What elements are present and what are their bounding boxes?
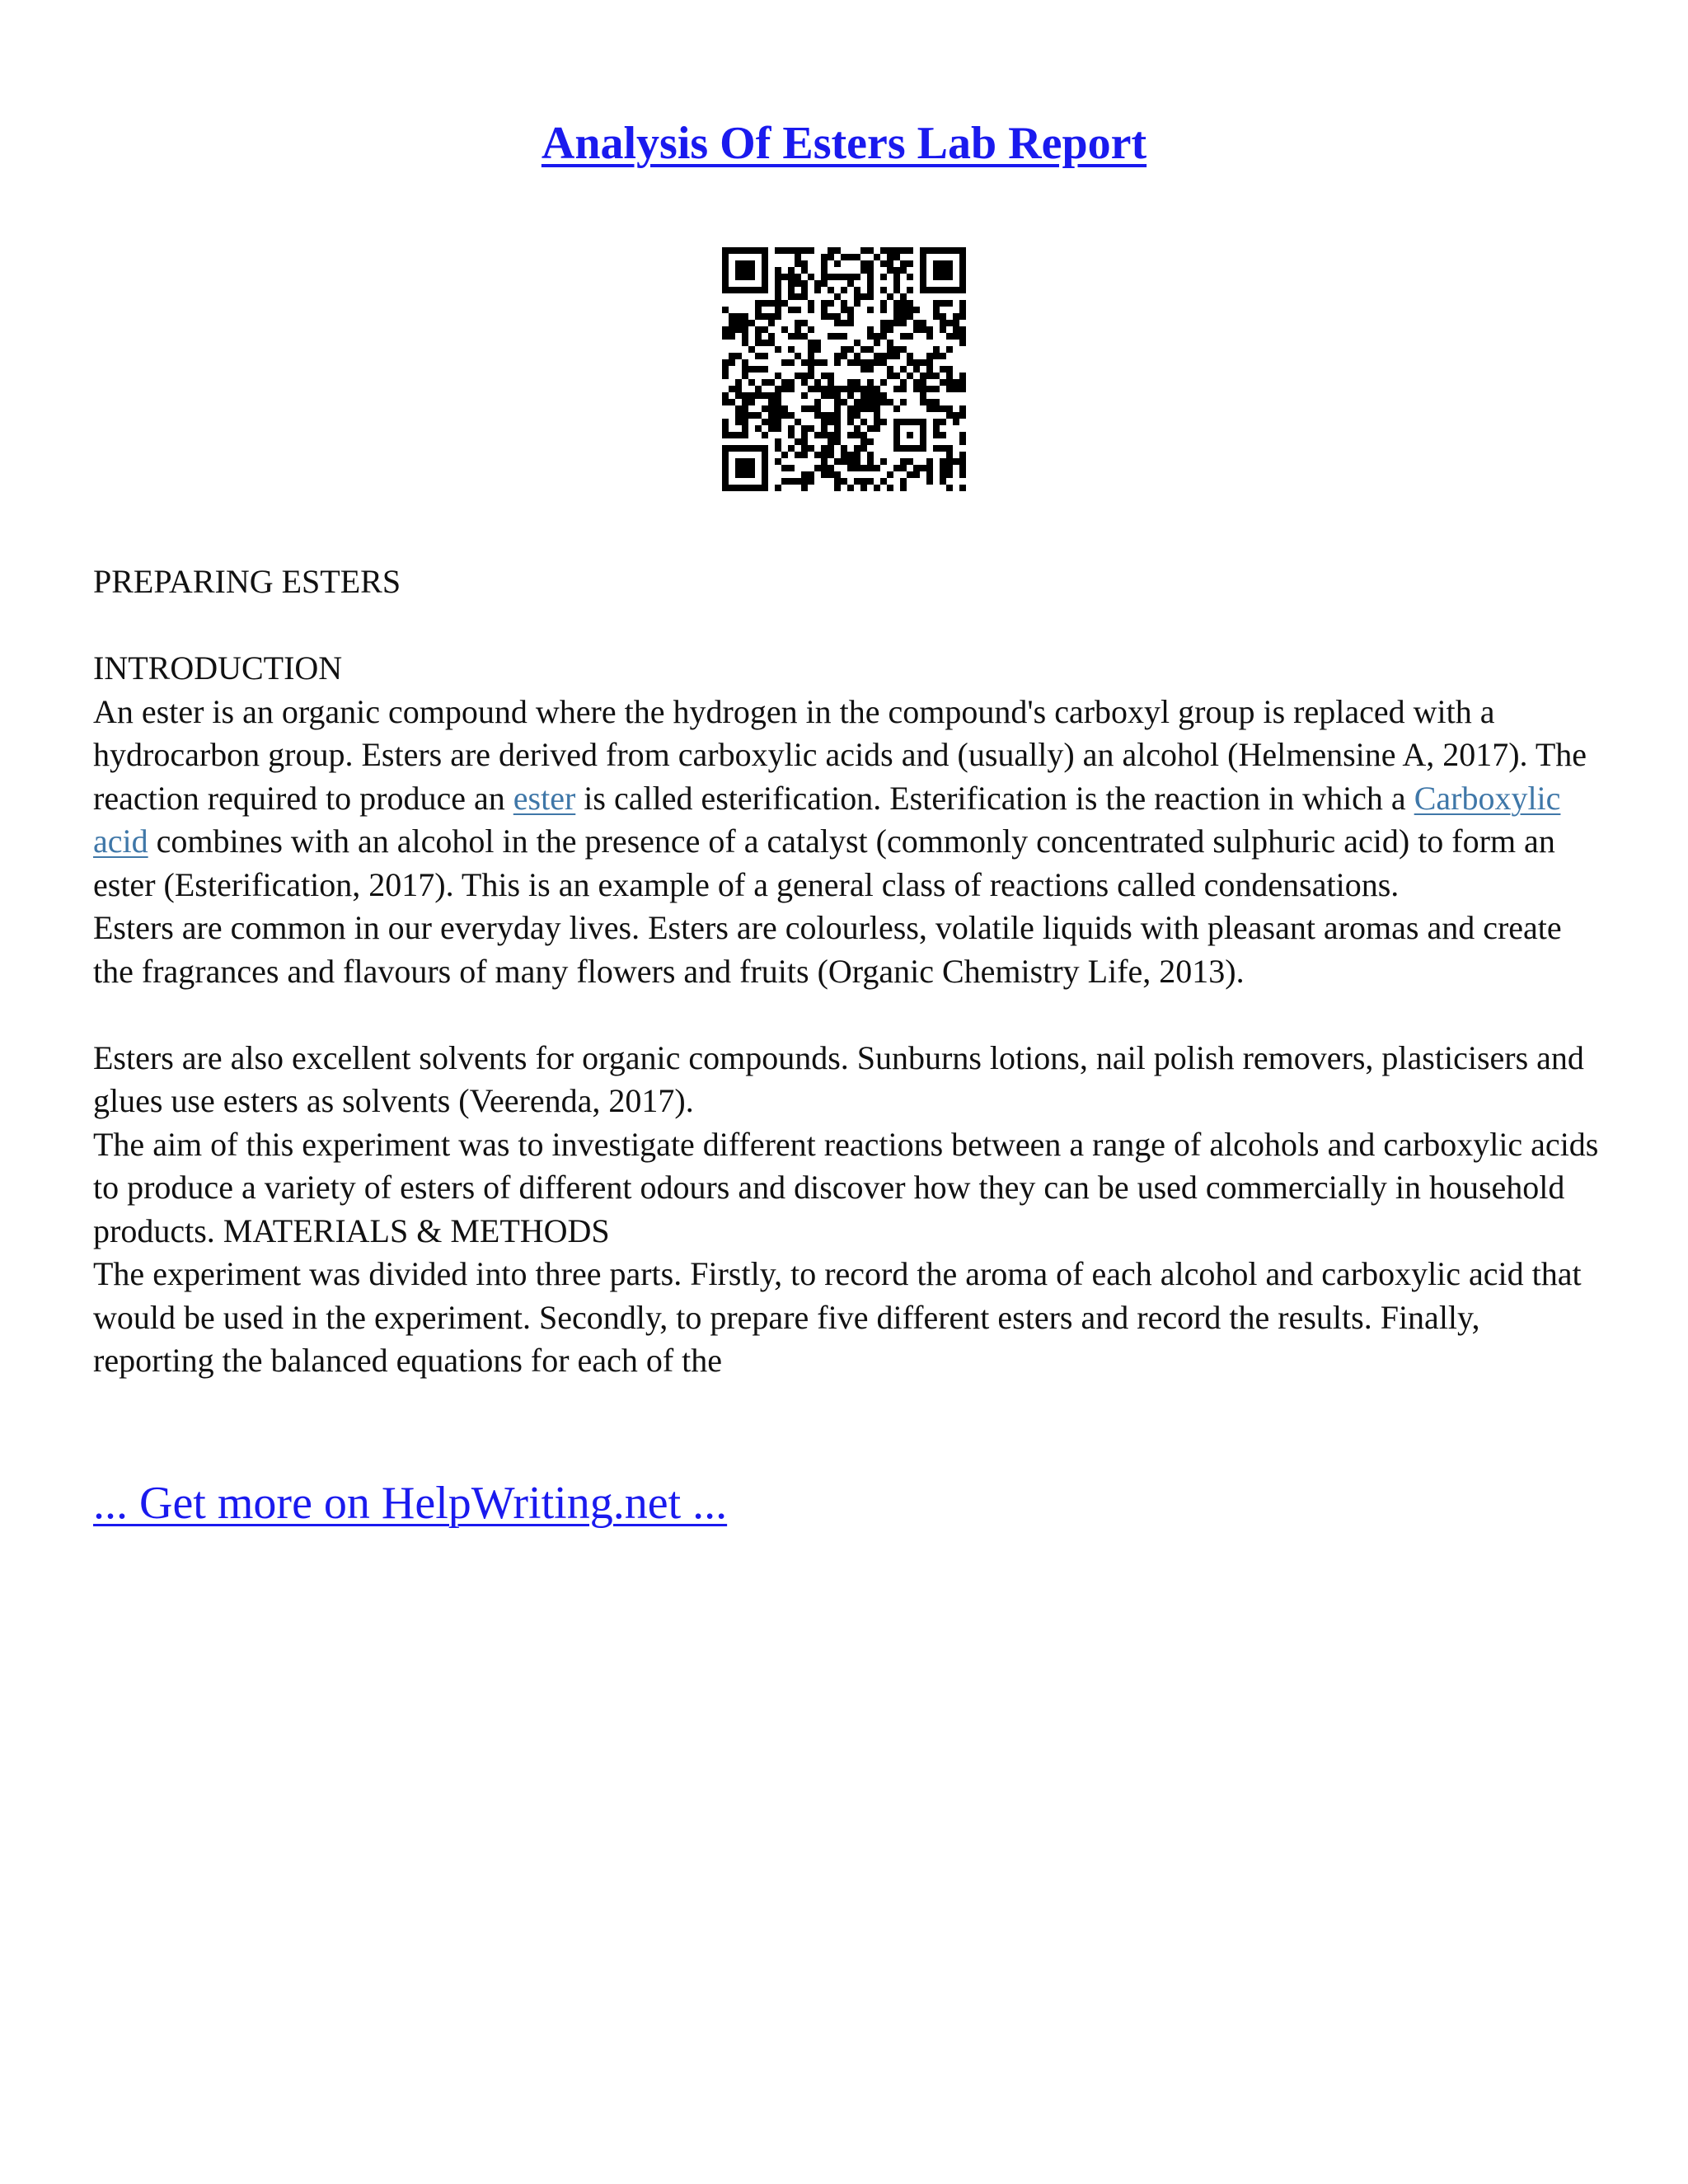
- ester-link[interactable]: ester: [513, 779, 576, 817]
- document-title: [0, 115, 1688, 171]
- intro-paragraph: [93, 691, 1601, 907]
- aim-paragraph: The aim of this experiment was to investigate different reactions between a range of alcohols and carboxylic acids to produce a variety of esters of different odours and discover how they can be used commercially in household products. MATERIALS & METHODS: [93, 1125, 1599, 1249]
- intro-text-2: is called esterification. Esterification is the reaction in which a: [575, 779, 1414, 817]
- get-more-link[interactable]: ... Get more on HelpWriting.net ...: [93, 1478, 728, 1529]
- qr-code-icon: [722, 247, 966, 491]
- everyday-paragraph: Esters are common in our everyday lives. Esters are colourless, volatile liquids with pleasant aromas and create the fragrances and flavours of many flowers and fruits (Organic Chemistry Life, 2013).: [93, 909, 1562, 990]
- intro-heading: INTRODUCTION: [93, 649, 343, 687]
- methods-paragraph: The experiment was divided into three parts. Firstly, to record the aroma of each alcohol and carboxylic acid that would be used in the experiment. Secondly, to prepare five different esters and record the results. Finally, reporting the balanced equations for each of the: [93, 1255, 1582, 1379]
- title-link[interactable]: Analysis Of Esters Lab Report: [541, 118, 1147, 169]
- more-link-container: [93, 1475, 727, 1531]
- spacer: [93, 993, 1601, 1037]
- intro-text-1: An ester is an organic compound where the hydrogen in the compound's carboxyl group is replaced with a hydrocarbon group. Esters are derived from carboxylic acids and (usually) an alcohol (Helmensine A, 2017). The reaction required to produce an: [93, 692, 1587, 817]
- section-heading: PREPARING ESTERS: [93, 563, 401, 600]
- carboxylic-acid-link[interactable]: Carboxylic acid: [93, 779, 1561, 860]
- document-body: [93, 560, 1601, 1383]
- solvents-paragraph: Esters are also excellent solvents for organic compounds. Sunburns lotions, nail polish removers, plasticisers and glues use esters as solvents (Veerenda, 2017).: [93, 1038, 1584, 1119]
- intro-text-3: combines with an alcohol in the presence of a catalyst (commonly concentrated sulphuric acid) to form an ester (Esterification, 2017). This is an example of a general class of reactions called condensations.: [93, 823, 1555, 903]
- spacer: [93, 604, 1601, 648]
